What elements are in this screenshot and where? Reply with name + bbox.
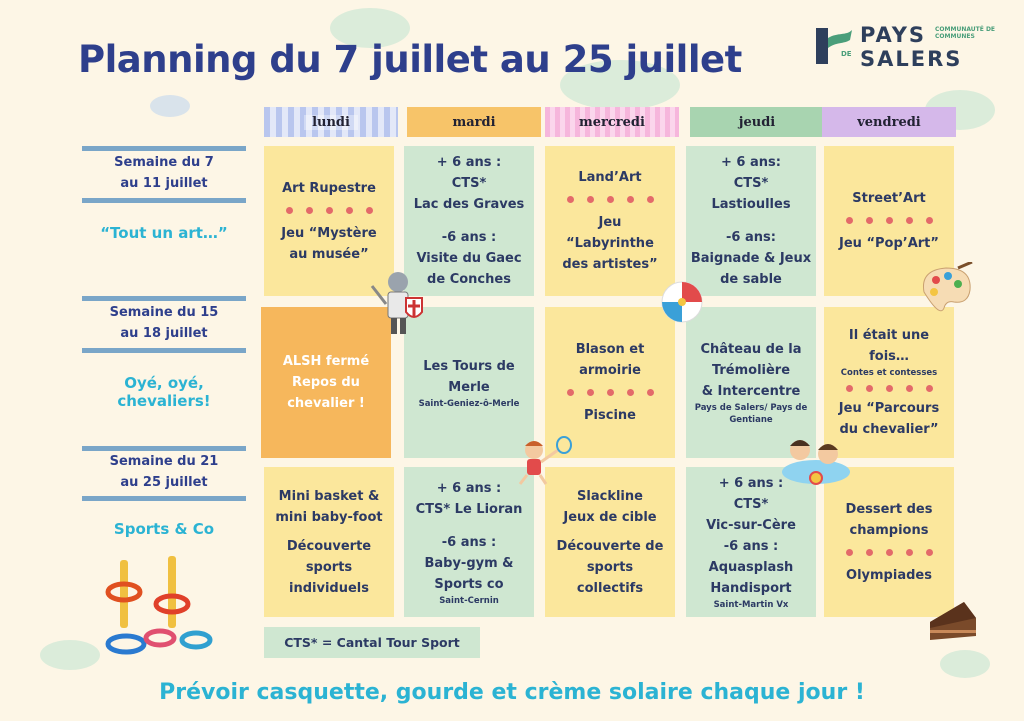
- swimming-kids-icon: [780, 432, 852, 486]
- divider: [82, 296, 246, 301]
- activity-location: Saint-Cernin: [439, 595, 499, 606]
- paint-palette-icon: [918, 262, 974, 314]
- cell-week1-jeudi: [686, 146, 816, 296]
- divider: [82, 348, 246, 353]
- activity-afternoon: Jeu “Labyrinthe des artistes”: [562, 215, 658, 272]
- activity-afternoon: Jeu “Pop’Art”: [839, 236, 939, 251]
- logo-de: DE: [841, 50, 852, 58]
- activity-afternoon: Découverte de sports collectifs: [556, 538, 664, 596]
- activity-morning: Land’Art: [578, 170, 642, 185]
- week-2-theme: Oyé, oyé, chevaliers!: [117, 374, 211, 410]
- dot-separator: [846, 217, 933, 224]
- day-label: lundi: [304, 115, 358, 130]
- activity-afternoon: Jeu “Mystère au musée”: [281, 225, 377, 262]
- cell-week3-mardi: [404, 467, 534, 617]
- dot-separator: [567, 196, 654, 203]
- day-header-mercredi: [545, 107, 679, 137]
- cell-week3-jeudi: [686, 467, 816, 617]
- week-1-label: Semaine du 7 au 11 juillet: [114, 155, 214, 191]
- day-label: mercredi: [579, 114, 645, 130]
- knight-icon: [366, 264, 430, 340]
- activity-afternoon: Olympiades: [846, 567, 932, 583]
- logo-line1: PAYS: [860, 23, 927, 47]
- activity-morning: Slackline Jeux de cible: [563, 488, 657, 525]
- day-header-vendredi: [822, 107, 956, 137]
- logo-subtitle: COMMUNAUTÉ DE COMMUNES: [935, 26, 996, 40]
- week-1-theme: “Tout un art…”: [100, 224, 228, 242]
- day-label: vendredi: [857, 114, 921, 130]
- activity-morning: Dessert des champions: [845, 501, 933, 538]
- divider: [82, 146, 246, 151]
- page-title: Planning du 7 juillet au 25 juillet: [78, 38, 742, 81]
- cell-week3-lundi: [264, 467, 394, 617]
- week-3-theme: Sports & Co: [113, 520, 215, 538]
- activity-afternoon: Jeu “Parcours du chevalier”: [838, 401, 940, 437]
- activity-over6: + 6 ans: CTS* Lastioulles: [711, 155, 791, 212]
- closed-notice: ALSH fermé Repos du chevalier !: [282, 354, 370, 411]
- activity-location: Saint-Martin Vx: [713, 600, 789, 610]
- tennis-kid-icon: [512, 436, 576, 486]
- logo-line2: SALERS: [860, 47, 963, 71]
- activity: Les Tours de Merle: [423, 358, 515, 395]
- activity: + 6 ans : CTS* Vic-sur-Cère -6 ans : Aquasplash Handisport: [706, 476, 796, 596]
- cell-week3-mercredi: [545, 467, 675, 617]
- day-header-jeudi: [690, 107, 824, 137]
- day-header-mardi: [407, 107, 541, 137]
- footnote: CTS* = Cantal Tour Sport: [264, 627, 480, 658]
- activity-morning: Blason et armoirie: [575, 342, 645, 378]
- beach-ball-icon: [660, 280, 704, 324]
- activity-afternoon: Découverte sports individuels: [286, 538, 372, 596]
- footer-reminder: Prévoir casquette, gourde et crème solaire chaque jour !: [159, 680, 865, 705]
- divider: [82, 496, 246, 501]
- day-label: jeudi: [738, 114, 776, 130]
- cake-slice-icon: [926, 598, 980, 642]
- activity-morning: Street’Art: [852, 191, 926, 206]
- dot-separator: [286, 207, 373, 214]
- activity-under6: -6 ans: Baignade & Jeux de sable: [690, 230, 812, 287]
- pays-de-salers-logo: [814, 24, 1004, 74]
- activity-location: Pays de Salers/ Pays de Gentiane: [694, 403, 808, 425]
- week-2-label: Semaine du 15 au 18 juillet: [109, 305, 219, 341]
- divider: [82, 198, 246, 203]
- dot-separator: [567, 389, 654, 396]
- activity: Château de la Trémolière & Intercentre: [700, 342, 802, 399]
- week-3-label: Semaine du 21 au 25 juillet: [109, 454, 219, 490]
- activity-morning: Mini basket & mini baby-foot: [275, 488, 383, 525]
- day-header-lundi: [264, 107, 398, 137]
- dot-separator: [846, 385, 933, 392]
- dot-separator: [846, 549, 933, 556]
- ring-toss-icon: [104, 556, 224, 656]
- activity-over6: + 6 ans : CTS* Le Lioran: [415, 480, 523, 517]
- logo-icon: [814, 24, 854, 70]
- activity-location: Saint-Geniez-ô-Merle: [418, 398, 520, 409]
- activity-morning: Il était une fois…: [848, 328, 930, 364]
- activity-afternoon: Piscine: [584, 408, 636, 423]
- activity-morning: Art Rupestre: [282, 180, 376, 196]
- cell-week3-vendredi: [824, 467, 954, 617]
- cell-week1-mercredi: [545, 146, 675, 296]
- activity-under6: -6 ans : Baby-gym & Sports co: [424, 534, 514, 592]
- day-label: mardi: [452, 114, 496, 130]
- activity-under6: -6 ans : Visite du Gaec de Conches: [416, 230, 522, 287]
- activity-subtitle: Contes et contesses: [840, 368, 938, 378]
- activity-over6: + 6 ans : CTS* Lac des Graves: [413, 155, 525, 212]
